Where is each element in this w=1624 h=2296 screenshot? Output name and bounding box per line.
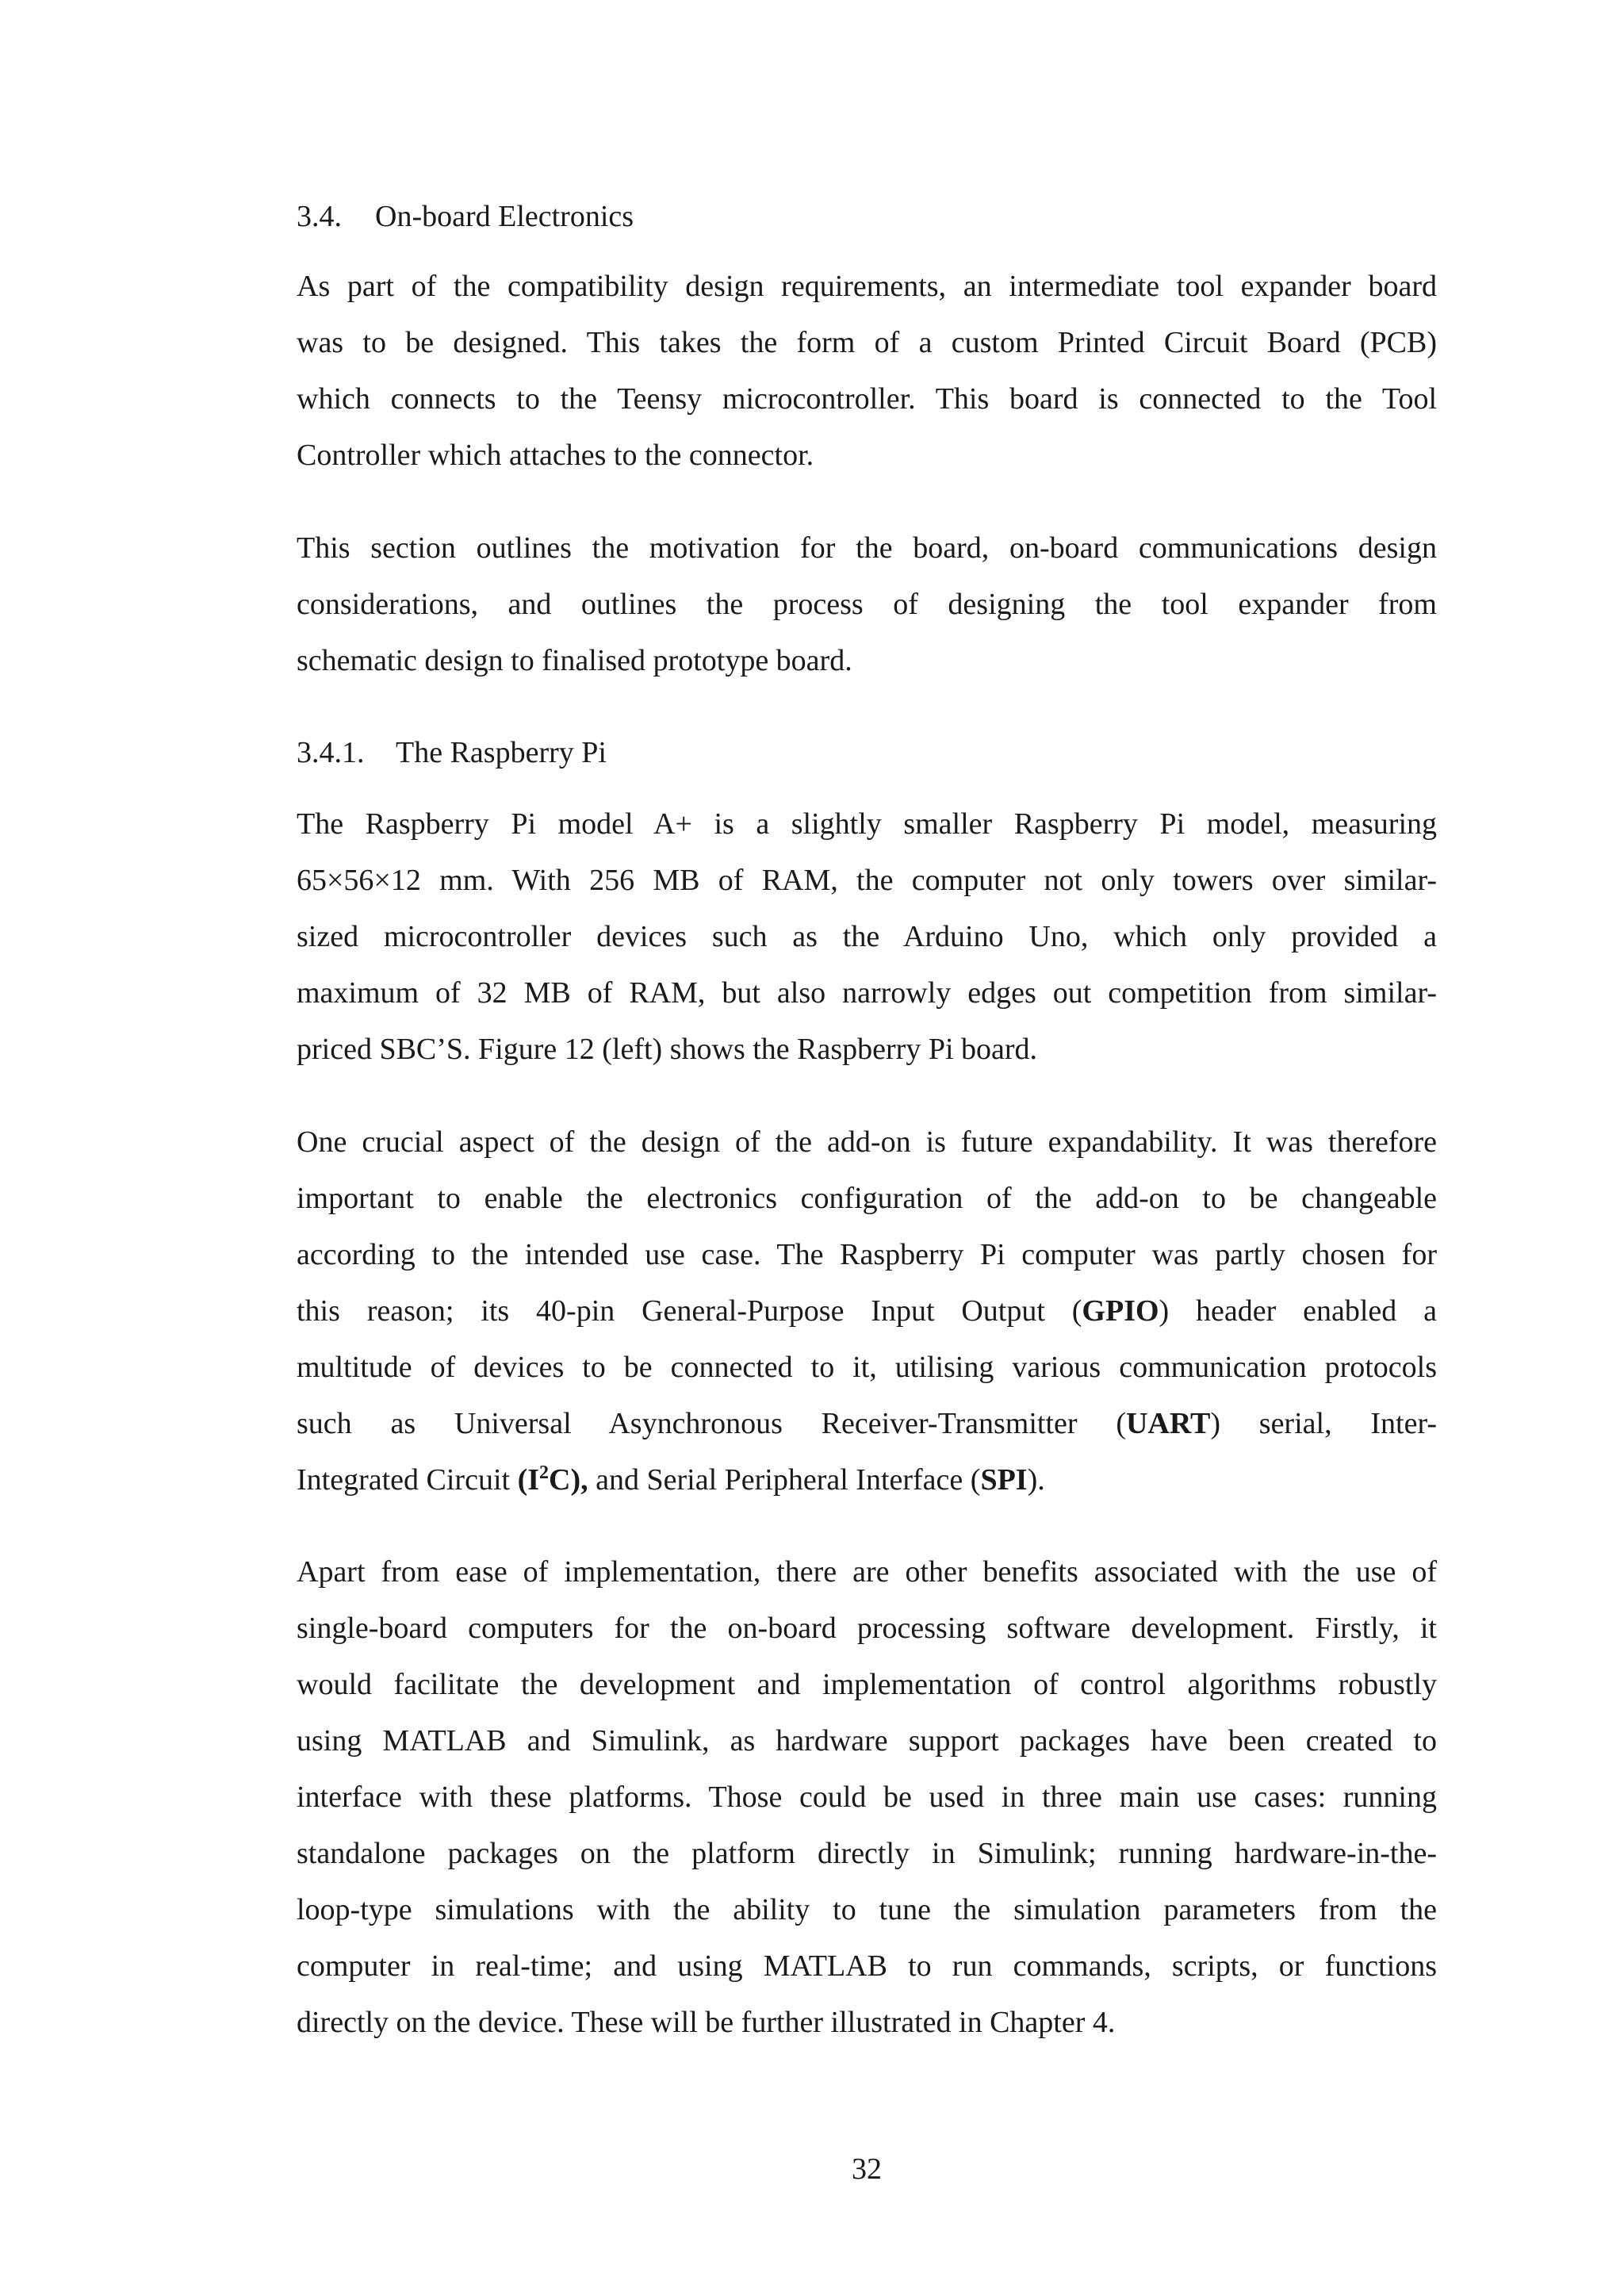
page-number: 32 <box>852 2152 882 2186</box>
text-line <box>297 1396 1437 1452</box>
text-line: directly on the device. These will be further illustrated in Chapter 4. <box>297 2006 1116 2039</box>
subsection-title: The Raspberry Pi <box>396 736 607 769</box>
text-line: using MATLAB and Simulink, as hardware support packages have been created to <box>297 1724 1437 1757</box>
term-i2c-prefix: (I <box>517 1463 540 1497</box>
text-line: multitude of devices to be connected to it, utilising various communication protocols <box>297 1351 1437 1384</box>
text-line: computer in real-time; and using MATLAB to run commands, scripts, or functions <box>297 1949 1437 1983</box>
text-segment: such as Universal Asynchronous Receiver-Transmitter ( <box>297 1407 1126 1440</box>
text-line: according to the intended use case. The Raspberry Pi computer was partly chosen for <box>297 1238 1437 1271</box>
text-line: As part of the compatibility design requirements, an intermediate tool expander board <box>297 270 1437 303</box>
paragraph-intro <box>297 259 1437 484</box>
text-line: Controller which attaches to the connector. <box>297 439 814 472</box>
text-line: This section outlines the motivation for the board, on-board communications design <box>297 531 1437 565</box>
section-heading <box>297 201 634 232</box>
superscript: 2 <box>539 1462 550 1483</box>
subsection-heading <box>297 738 607 768</box>
text-line: loop-type simulations with the ability to tune the simulation parameters from the <box>297 1893 1437 1926</box>
text-segment: and Serial Peripheral Interface ( <box>588 1463 981 1497</box>
term-i2c <box>518 1463 588 1497</box>
text-segment: ). <box>1027 1463 1045 1497</box>
text-line: standalone packages on the platform directly in Simulink; running hardware-in-the- <box>297 1837 1437 1870</box>
text-segment: ) serial, Inter- <box>1210 1407 1437 1440</box>
section-title: On-board Electronics <box>375 200 634 233</box>
term-gpio: GPIO <box>1082 1294 1159 1328</box>
text-line: considerations, and outlines the process of designing the tool expander from <box>297 588 1437 621</box>
text-line: important to enable the electronics configuration of the add-on to be changeable <box>297 1182 1437 1215</box>
term-spi: SPI <box>980 1463 1028 1497</box>
text-segment: Integrated Circuit <box>297 1463 518 1497</box>
text-line: was to be designed. This takes the form of a custom Printed Circuit Board (PCB) <box>297 326 1437 359</box>
text-line: One crucial aspect of the design of the add-on is future expandability. It was therefore <box>297 1125 1437 1159</box>
term-i2c-suffix: C), <box>549 1463 588 1497</box>
text-line: schematic design to finalised prototype board. <box>297 644 852 677</box>
text-line: maximum of 32 MB of RAM, but also narrowly edges out competition from similar- <box>297 976 1437 1010</box>
section-number: 3.4. <box>297 200 342 233</box>
text-line: 65×56×12 mm. With 256 MB of RAM, the computer not only towers over similar- <box>297 864 1437 897</box>
paragraph-outline <box>297 520 1437 689</box>
paragraph-benefits <box>297 1544 1437 2051</box>
paragraph-raspberry-pi-specs <box>297 796 1437 1078</box>
text-line <box>297 1283 1437 1340</box>
text-line: The Raspberry Pi model A+ is a slightly smaller Raspberry Pi model, measuring <box>297 807 1437 841</box>
text-line: would facilitate the development and implementation of control algorithms robustly <box>297 1668 1437 1701</box>
text-line <box>297 1452 1437 1508</box>
paragraph-expandability <box>297 1114 1437 1508</box>
text-line: single-board computers for the on-board processing software development. Firstly, it <box>297 1612 1437 1645</box>
text-line: which connects to the Teensy microcontroller. This board is connected to the Tool <box>297 382 1437 416</box>
subsection-number: 3.4.1. <box>297 736 365 769</box>
text-segment: ) header enabled a <box>1159 1294 1437 1328</box>
term-uart: UART <box>1125 1407 1211 1440</box>
text-segment: this reason; its 40-pin General-Purpose Input Output ( <box>297 1294 1082 1328</box>
document-page <box>297 0 1437 2296</box>
text-line: Apart from ease of implementation, there are other benefits associated with the use of <box>297 1555 1437 1589</box>
text-line: priced SBC’S. Figure 12 (left) shows the Raspberry Pi board. <box>297 1033 1038 1066</box>
text-line: sized microcontroller devices such as the Arduino Uno, which only provided a <box>297 920 1437 953</box>
text-line: interface with these platforms. Those could be used in three main use cases: running <box>297 1780 1437 1814</box>
